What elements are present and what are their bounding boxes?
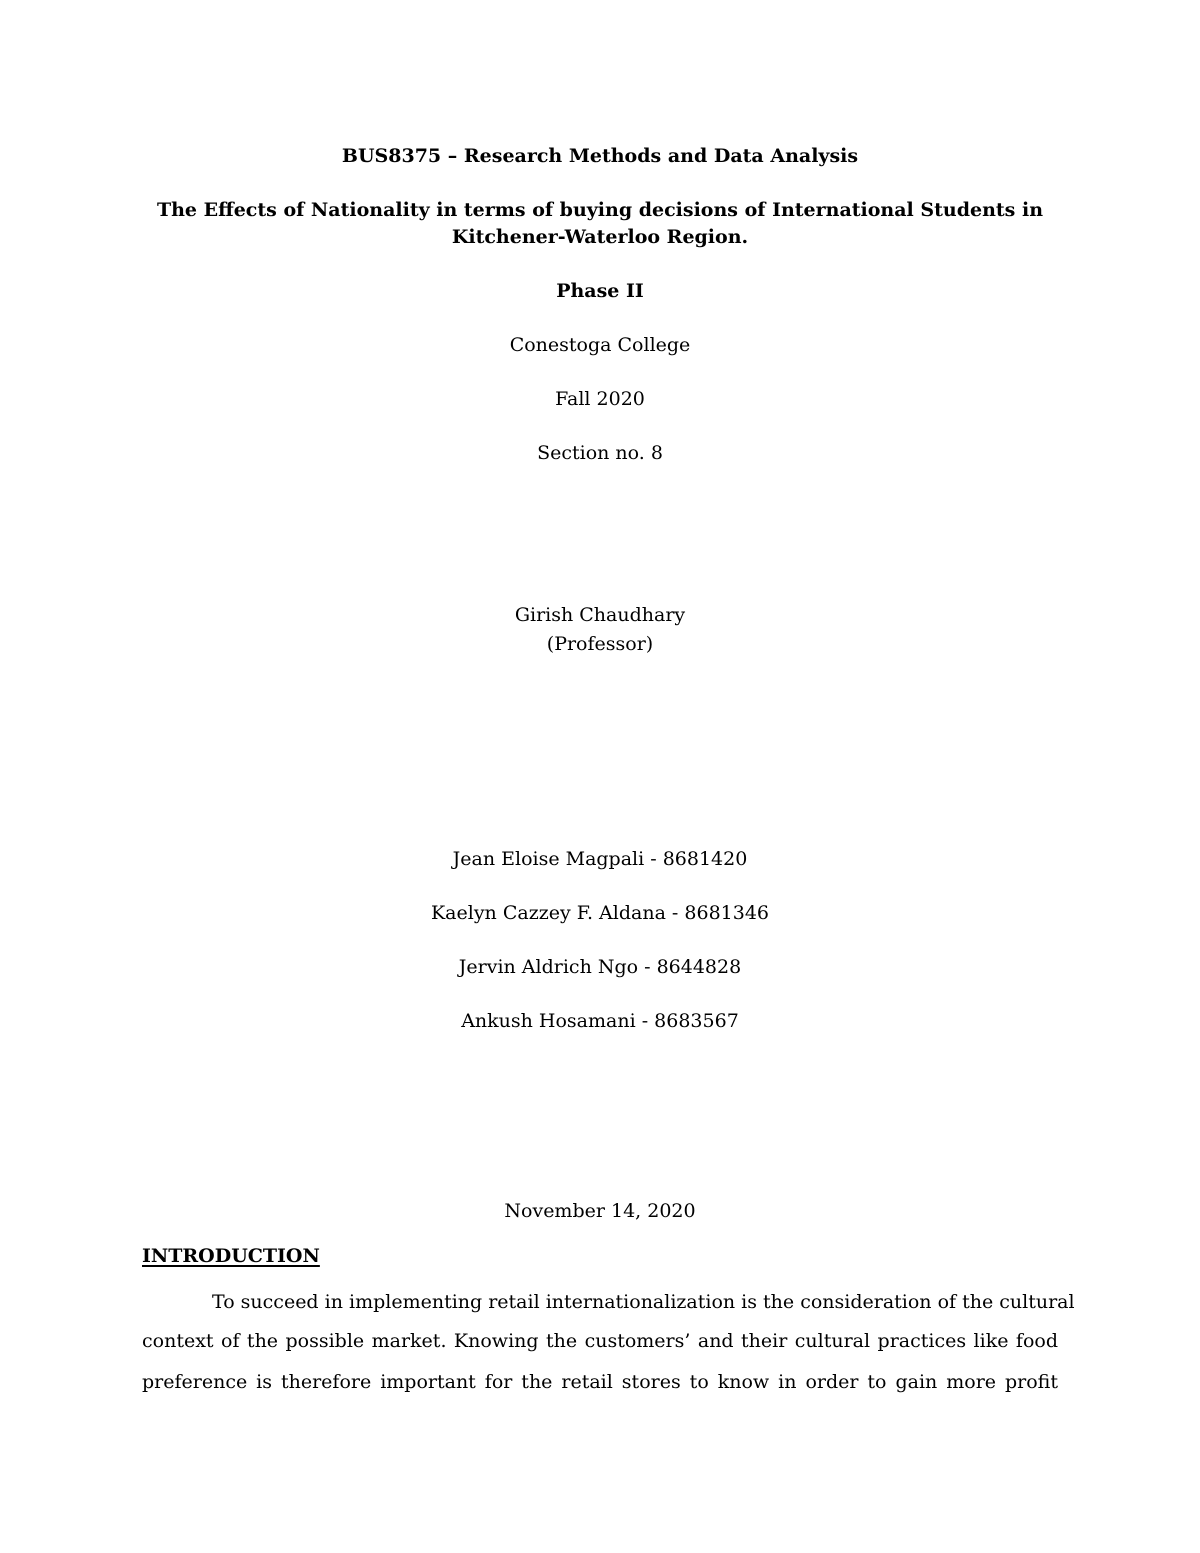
introduction-heading: INTRODUCTION [142, 1245, 320, 1267]
introduction-line-2: context of the possible market. Knowing the customers’ and their cultural practices like food [142, 1330, 1058, 1352]
author-1: Jean Eloise Magpali - 8681420 [452, 848, 748, 870]
paper-title-line-1: The Effects of Nationality in terms of buying decisions of International Students in [156, 199, 1044, 221]
introduction-line-3: preference is therefore important for the retail stores to know in order to gain more profit [142, 1371, 1058, 1393]
author-4: Ankush Hosamani - 8683567 [461, 1010, 739, 1032]
author-3: Jervin Aldrich Ngo - 8644828 [458, 956, 742, 978]
professor-name: Girish Chaudhary [514, 604, 686, 626]
introduction-line-1: To succeed in implementing retail internationalization is the consideration of the cultural [212, 1291, 1075, 1313]
course-title: BUS8375 – Research Methods and Data Analysis [341, 145, 859, 167]
phase-label: Phase II [556, 280, 644, 302]
author-2: Kaelyn Cazzey F. Aldana - 8681346 [430, 902, 770, 924]
submission-date: November 14, 2020 [504, 1200, 696, 1222]
professor-role: (Professor) [546, 633, 654, 655]
paper-title-line-2: Kitchener-Waterloo Region. [451, 226, 749, 248]
section-label: Section no. 8 [537, 442, 663, 464]
term-label: Fall 2020 [555, 388, 645, 410]
college-name: Conestoga College [509, 334, 691, 356]
